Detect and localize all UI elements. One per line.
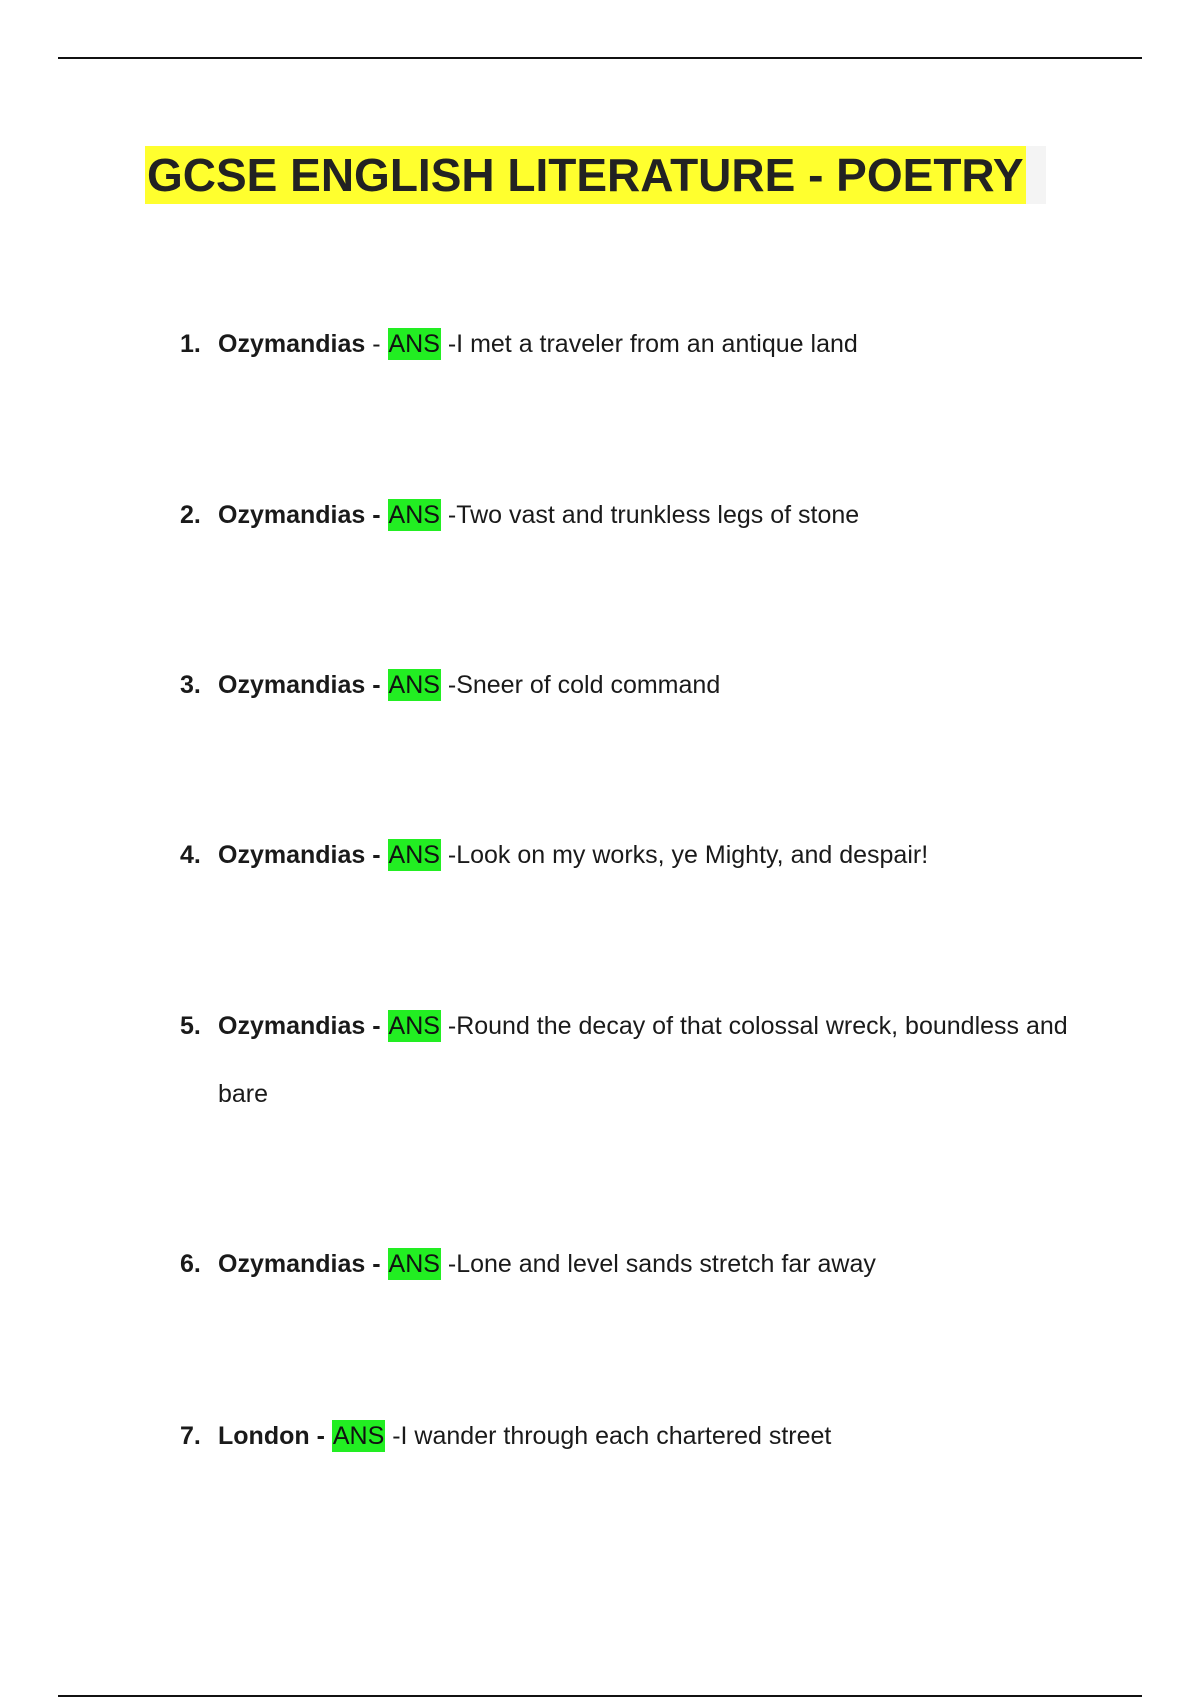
list-item bbox=[180, 481, 1080, 549]
ans-tag: ANS bbox=[388, 1012, 440, 1040]
list-item bbox=[180, 992, 1080, 1128]
answer-text: -Two vast and trunkless legs of stone bbox=[440, 501, 860, 529]
separator bbox=[381, 671, 388, 699]
page-title: GCSE ENGLISH LITERATURE - POETRY bbox=[145, 146, 1026, 204]
separator: - bbox=[365, 330, 388, 358]
answer-text: -Sneer of cold command bbox=[440, 671, 721, 699]
item-body bbox=[218, 1230, 1080, 1298]
separator bbox=[381, 1250, 388, 1278]
ans-tag: ANS bbox=[388, 1250, 440, 1278]
poem-title: Ozymandias - bbox=[218, 1012, 381, 1040]
answer-text: -Look on my works, ye Mighty, and despair! bbox=[440, 841, 929, 869]
header-rule bbox=[58, 57, 1142, 59]
item-number: 7. bbox=[180, 1422, 201, 1450]
poem-title: Ozymandias - bbox=[218, 501, 381, 529]
item-number: 5. bbox=[180, 1012, 201, 1040]
separator bbox=[381, 841, 388, 869]
item-body bbox=[218, 651, 1080, 719]
poem-title: Ozymandias - bbox=[218, 671, 381, 699]
item-body bbox=[218, 1402, 1080, 1470]
poem-title: London - bbox=[218, 1422, 325, 1450]
item-body bbox=[218, 481, 1080, 549]
item-body bbox=[218, 821, 1080, 889]
answer-text: -Lone and level sands stretch far away bbox=[440, 1250, 876, 1278]
list-item bbox=[180, 310, 1080, 378]
item-body bbox=[218, 310, 1080, 378]
separator bbox=[381, 1012, 388, 1040]
item-number: 6. bbox=[180, 1250, 201, 1278]
ans-tag: ANS bbox=[388, 501, 440, 529]
answer-text: -Round the decay of that colossal wreck, boundless and bare bbox=[218, 1012, 1068, 1108]
list-item bbox=[180, 651, 1080, 719]
list-item bbox=[180, 1230, 1080, 1298]
item-number: 4. bbox=[180, 841, 201, 869]
item-number: 2. bbox=[180, 501, 201, 529]
footer-rule bbox=[58, 1695, 1142, 1697]
item-number: 3. bbox=[180, 671, 201, 699]
answer-text: -I met a traveler from an antique land bbox=[440, 330, 858, 358]
title-highlight-tail bbox=[1026, 146, 1046, 204]
separator bbox=[325, 1422, 332, 1450]
ans-tag: ANS bbox=[388, 671, 440, 699]
ans-tag: ANS bbox=[332, 1422, 385, 1450]
answer-text: -I wander through each chartered street bbox=[385, 1422, 832, 1450]
ans-tag: ANS bbox=[388, 841, 440, 869]
separator bbox=[381, 501, 388, 529]
title-block bbox=[145, 146, 1046, 204]
poem-title: Ozymandias - bbox=[218, 1250, 381, 1278]
item-number: 1. bbox=[180, 330, 201, 358]
item-body bbox=[218, 992, 1080, 1128]
list-item bbox=[180, 821, 1080, 889]
poem-title: Ozymandias - bbox=[218, 841, 381, 869]
poem-title: Ozymandias bbox=[218, 330, 366, 358]
ans-tag: ANS bbox=[388, 330, 440, 358]
list-item bbox=[180, 1402, 1080, 1470]
